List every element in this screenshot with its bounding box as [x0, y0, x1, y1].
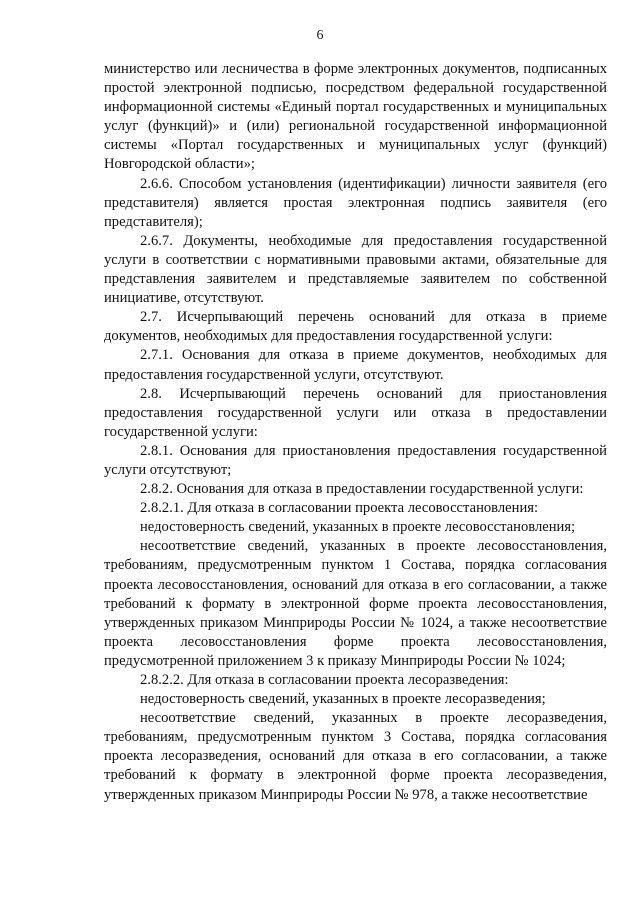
- list-item-reforestation-mismatch: несоответствие сведений, указанных в проекте лесовосстановления, требованиям, предусмотренным пунктом 1 Состава, порядка согласования проекта лесовосстановления, оснований для отказа в его согласовании, а также требований к формату в электронной форме проекта лесовосстановления, утвержденных приказом Минприроды России № 1024, а также несоответствие проекта лесовосстановления форме проекта лесовосстановления, предусмотренной приложением 3 к приказу Минприроды России № 1024;: [104, 538, 607, 669]
- paragraph-2-8-1: 2.8.1. Основания для приостановления предоставления государственной услуги отсутствуют;: [104, 442, 607, 478]
- paragraph-2-7: 2.7. Исчерпывающий перечень оснований для отказа в приеме документов, необходимых для предоставления государственной услуги:: [104, 309, 607, 345]
- paragraph-1: министерство или лесничества в форме электронных документов, подписанных простой электронной подписью, посредством федеральной государственной информационной системы «Единый портал государственных и муниципальных услуг (функций)» и (или) региональной государственной информационной системы «Портал государственных и муниципальных услуг (функций) Новгородской области»;: [104, 61, 607, 173]
- paragraph-2-8-2-2: 2.8.2.2. Для отказа в согласовании проекта лесоразведения:: [140, 672, 509, 688]
- paragraph-2-8-2-1: 2.8.2.1. Для отказа в согласовании проекта лесовосстановления:: [140, 500, 539, 517]
- paragraph-2-8-2: 2.8.2. Основания для отказа в предоставлении государственной услуги:: [140, 481, 584, 498]
- list-item-afforestation-unreliable: недостоверность сведений, указанных в проекте лесоразведения;: [140, 691, 546, 708]
- paragraph-2-7-1: 2.7.1. Основания для отказа в приеме документов, необходимых для предоставления государственной услуги, отсутствуют.: [104, 347, 607, 383]
- list-item-reforestation-unreliable: недостоверность сведений, указанных в проекте лесовосстановления;: [140, 519, 576, 536]
- document-body: [104, 60, 607, 805]
- paragraph-2-6-6: 2.6.6. Способом установления (идентификации) личности заявителя (его представителя) является простая электронная подпись заявителя (его представителя);: [104, 175, 607, 230]
- paragraph-2-8: 2.8. Исчерпывающий перечень оснований для приостановления предоставления государственной услуги или отказа в предоставлении государственной услуги:: [104, 385, 607, 440]
- list-item-afforestation-mismatch: несоответствие сведений, указанных в проекте лесоразведения, требованиям, предусмотренным пунктом 3 Состава, порядка согласования проекта лесоразведения, оснований для отказа в его согласовании, а также требований к формату в электронной форме проекта лесоразведения, утвержденных приказом Минприроды России № 978, а также несоответствие: [104, 710, 607, 803]
- paragraph-2-6-7: 2.6.7. Документы, необходимые для предоставления государственной услуги в соответствии с нормативными правовыми актами, обязательные для представления заявителем и представляемые заявителем по собственной инициативе, отсутствуют.: [104, 232, 607, 307]
- page-number: 6: [316, 28, 324, 43]
